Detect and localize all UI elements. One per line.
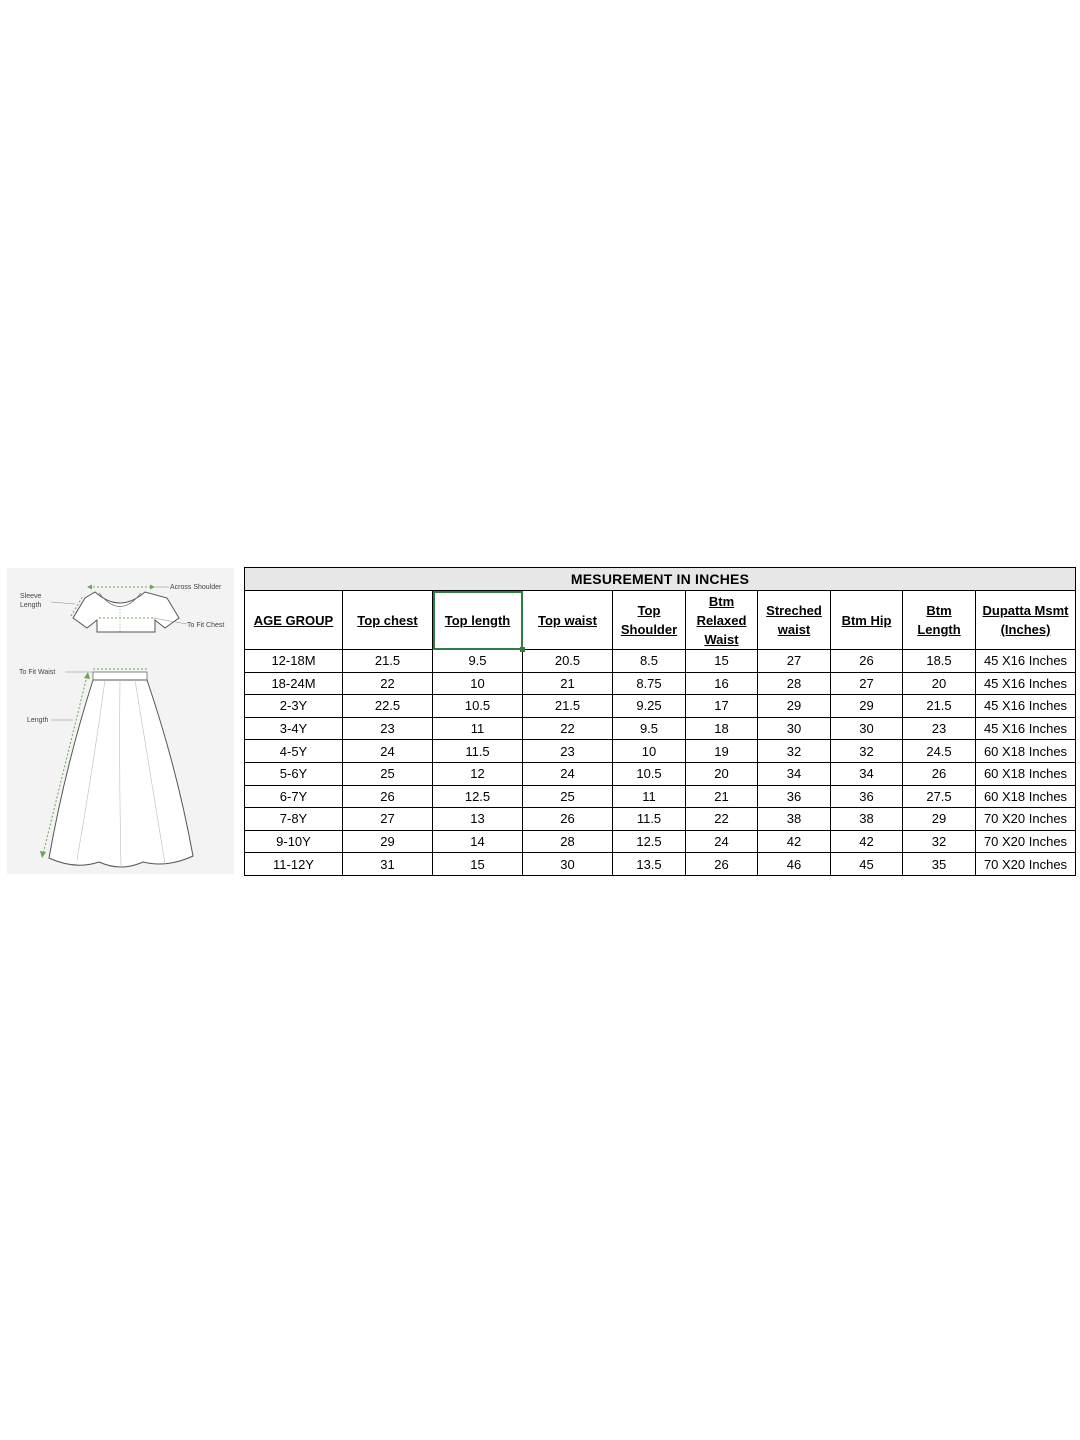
- measurement-cell[interactable]: 24: [523, 762, 613, 785]
- label-length: Length: [27, 717, 49, 724]
- measurement-cell[interactable]: 21.5: [343, 650, 433, 673]
- measurement-cell[interactable]: 22.5: [343, 695, 433, 718]
- measurement-cell[interactable]: 45: [831, 853, 903, 876]
- measurement-cell[interactable]: 14: [433, 830, 523, 853]
- measurement-cell[interactable]: 11.5: [613, 808, 686, 831]
- measurement-cell[interactable]: 9.5: [433, 650, 523, 673]
- header-btm-hip[interactable]: [831, 591, 903, 650]
- measurement-cell[interactable]: 32: [758, 740, 831, 763]
- measurement-cell[interactable]: 34: [758, 762, 831, 785]
- measurement-cell[interactable]: 12.5: [433, 785, 523, 808]
- measurement-cell[interactable]: 20: [686, 762, 758, 785]
- table-title: MESUREMENT IN INCHES: [245, 568, 1076, 591]
- measurement-cell[interactable]: 26: [831, 650, 903, 673]
- header-text-line: Top: [637, 603, 661, 618]
- header-top-shoulder[interactable]: [613, 591, 686, 650]
- measurement-cell[interactable]: 60 X18 Inches: [976, 740, 1076, 763]
- label-across-shoulder: Across Shoulder: [170, 584, 222, 591]
- table-row: [245, 740, 1076, 763]
- header-text-line: Shoulder: [620, 622, 678, 637]
- table-row: [245, 785, 1076, 808]
- table-row: [245, 717, 1076, 740]
- header-text-line: Btm Hip: [841, 612, 892, 628]
- label-to-fit-chest: To Fit Chest: [187, 622, 225, 629]
- measurement-cell[interactable]: 45 X16 Inches: [976, 650, 1076, 673]
- skirt-waistband: [93, 672, 147, 680]
- header-top-chest[interactable]: [343, 591, 433, 650]
- header-btm-length[interactable]: [903, 591, 976, 650]
- measurement-cell[interactable]: 24: [686, 830, 758, 853]
- header-text-line: Relaxed: [696, 612, 747, 628]
- age-group-cell[interactable]: 18-24M: [245, 672, 343, 695]
- header-text-line: AGE GROUP: [253, 612, 334, 628]
- measurement-cell[interactable]: 11.5: [433, 740, 523, 763]
- measurement-cell[interactable]: 30: [831, 717, 903, 740]
- header-btm-relaxed-waist[interactable]: [686, 591, 758, 650]
- table-row: [245, 762, 1076, 785]
- measurement-cell[interactable]: 27: [831, 672, 903, 695]
- measurement-cell[interactable]: 45 X16 Inches: [976, 672, 1076, 695]
- age-group-cell[interactable]: 5-6Y: [245, 762, 343, 785]
- measurement-cell[interactable]: 16: [686, 672, 758, 695]
- measurement-cell[interactable]: 60 X18 Inches: [976, 785, 1076, 808]
- measurement-cell[interactable]: 22: [686, 808, 758, 831]
- measurement-cell[interactable]: 32: [903, 830, 976, 853]
- measurement-cell[interactable]: 17: [686, 695, 758, 718]
- measurement-cell[interactable]: 22: [343, 672, 433, 695]
- measurement-cell[interactable]: 70 X20 Inches: [976, 853, 1076, 876]
- measurement-cell[interactable]: 12.5: [613, 830, 686, 853]
- table-row: [245, 650, 1076, 673]
- age-group-cell[interactable]: 9-10Y: [245, 830, 343, 853]
- measurement-cell[interactable]: 21.5: [903, 695, 976, 718]
- table-row: [245, 695, 1076, 718]
- measurement-cell[interactable]: 70 X20 Inches: [976, 808, 1076, 831]
- measurement-cell[interactable]: 46: [758, 853, 831, 876]
- table-row: [245, 672, 1076, 695]
- measurement-cell[interactable]: 27.5: [903, 785, 976, 808]
- garment-diagram: [7, 568, 234, 874]
- measurement-cell[interactable]: 25: [523, 785, 613, 808]
- header-text-line: Btm: [926, 603, 952, 618]
- garment-measurement-illustration: [7, 568, 234, 874]
- label-to-fit-waist: To Fit Waist: [19, 669, 56, 676]
- header-text-line: Length: [917, 622, 961, 637]
- measurement-cell[interactable]: 19: [686, 740, 758, 763]
- measurement-cell[interactable]: 8.5: [613, 650, 686, 673]
- measurement-cell[interactable]: 20.5: [523, 650, 613, 673]
- measurement-cell[interactable]: 30: [758, 717, 831, 740]
- measurement-cell[interactable]: 15: [686, 650, 758, 673]
- age-group-cell[interactable]: 4-5Y: [245, 740, 343, 763]
- measurement-cell[interactable]: 30: [523, 853, 613, 876]
- measurement-cell[interactable]: 26: [523, 808, 613, 831]
- measurement-cell[interactable]: 28: [758, 672, 831, 695]
- measurement-cell[interactable]: 10.5: [433, 695, 523, 718]
- measurement-cell[interactable]: 42: [831, 830, 903, 853]
- measurement-cell[interactable]: 10: [433, 672, 523, 695]
- measurement-cell[interactable]: 13: [433, 808, 523, 831]
- header-text-line: Top chest: [357, 612, 418, 628]
- measurement-cell[interactable]: 10.5: [613, 762, 686, 785]
- measurement-cell[interactable]: 36: [831, 785, 903, 808]
- measurement-cell[interactable]: 26: [903, 762, 976, 785]
- measurement-cell[interactable]: 23: [343, 717, 433, 740]
- measurement-cell[interactable]: 27: [343, 808, 433, 831]
- age-group-cell[interactable]: 11-12Y: [245, 853, 343, 876]
- measurement-cell[interactable]: 34: [831, 762, 903, 785]
- table-row: [245, 853, 1076, 876]
- header-top-length[interactable]: [433, 591, 523, 650]
- measurement-cell[interactable]: 38: [758, 808, 831, 831]
- header-text-line: (Inches): [1000, 622, 1051, 637]
- measurement-cell[interactable]: 26: [343, 785, 433, 808]
- measurement-cell[interactable]: 36: [758, 785, 831, 808]
- measurement-cell[interactable]: 21.5: [523, 695, 613, 718]
- measurement-cell[interactable]: 60 X18 Inches: [976, 762, 1076, 785]
- measurement-cell[interactable]: 45 X16 Inches: [976, 695, 1076, 718]
- measurement-cell[interactable]: 11: [613, 785, 686, 808]
- header-text-line: waist: [777, 622, 811, 637]
- size-chart-table: [244, 567, 1076, 876]
- age-group-cell[interactable]: 3-4Y: [245, 717, 343, 740]
- measurement-cell[interactable]: 70 X20 Inches: [976, 830, 1076, 853]
- measurement-cell[interactable]: 18.5: [903, 650, 976, 673]
- label-sleeve: Sleeve: [20, 593, 42, 600]
- measurement-cell[interactable]: 32: [831, 740, 903, 763]
- header-top-waist[interactable]: [523, 591, 613, 650]
- measurement-cell[interactable]: 35: [903, 853, 976, 876]
- measurement-cell[interactable]: 24: [343, 740, 433, 763]
- header-streched-waist[interactable]: [758, 591, 831, 650]
- measurement-cell[interactable]: 15: [433, 853, 523, 876]
- label-sleeve-length: Length: [20, 602, 42, 609]
- header-text-line: Top waist: [538, 612, 597, 628]
- age-group-cell[interactable]: 7-8Y: [245, 808, 343, 831]
- measurement-cell[interactable]: 9.25: [613, 695, 686, 718]
- header-text-line: Top length: [444, 612, 511, 628]
- header-row: [245, 591, 1076, 650]
- age-group-cell[interactable]: 2-3Y: [245, 695, 343, 718]
- header-dupatta-msmt[interactable]: [976, 591, 1076, 650]
- measurement-cell[interactable]: 42: [758, 830, 831, 853]
- measurement-cell[interactable]: 21: [523, 672, 613, 695]
- measurement-cell[interactable]: 27: [758, 650, 831, 673]
- measurement-cell[interactable]: 23: [523, 740, 613, 763]
- measurement-cell[interactable]: 45 X16 Inches: [976, 717, 1076, 740]
- measurement-cell[interactable]: 11: [433, 717, 523, 740]
- header-text-line: Dupatta Msmt: [982, 603, 1069, 618]
- table-row: [245, 830, 1076, 853]
- table-body: [245, 650, 1076, 876]
- measurement-cell[interactable]: 29: [903, 808, 976, 831]
- measurement-cell[interactable]: 28: [523, 830, 613, 853]
- measurement-cell[interactable]: 9.5: [613, 717, 686, 740]
- blouse-outline: [73, 592, 179, 632]
- measurement-cell[interactable]: 21: [686, 785, 758, 808]
- header-text-line: Streched: [766, 603, 822, 618]
- measurement-cell[interactable]: 13.5: [613, 853, 686, 876]
- measurement-cell[interactable]: 24.5: [903, 740, 976, 763]
- measurement-cell[interactable]: 38: [831, 808, 903, 831]
- table-row: [245, 808, 1076, 831]
- measurement-cell[interactable]: 12: [433, 762, 523, 785]
- measurement-cell[interactable]: 25: [343, 762, 433, 785]
- measurement-cell[interactable]: 26: [686, 853, 758, 876]
- measurement-cell[interactable]: 31: [343, 853, 433, 876]
- measurement-cell[interactable]: 18: [686, 717, 758, 740]
- header-text-line: Btm: [708, 593, 735, 609]
- measurement-cell[interactable]: 29: [758, 695, 831, 718]
- measurement-cell[interactable]: 23: [903, 717, 976, 740]
- measurement-cell[interactable]: 10: [613, 740, 686, 763]
- header-age-group[interactable]: [245, 591, 343, 650]
- measurement-cell[interactable]: 29: [343, 830, 433, 853]
- measurement-cell[interactable]: 29: [831, 695, 903, 718]
- measurement-cell[interactable]: 20: [903, 672, 976, 695]
- measurement-cell[interactable]: 22: [523, 717, 613, 740]
- age-group-cell[interactable]: 12-18M: [245, 650, 343, 673]
- header-text-line: Waist: [704, 631, 739, 647]
- age-group-cell[interactable]: 6-7Y: [245, 785, 343, 808]
- skirt-outline: [49, 680, 193, 867]
- measurement-cell[interactable]: 8.75: [613, 672, 686, 695]
